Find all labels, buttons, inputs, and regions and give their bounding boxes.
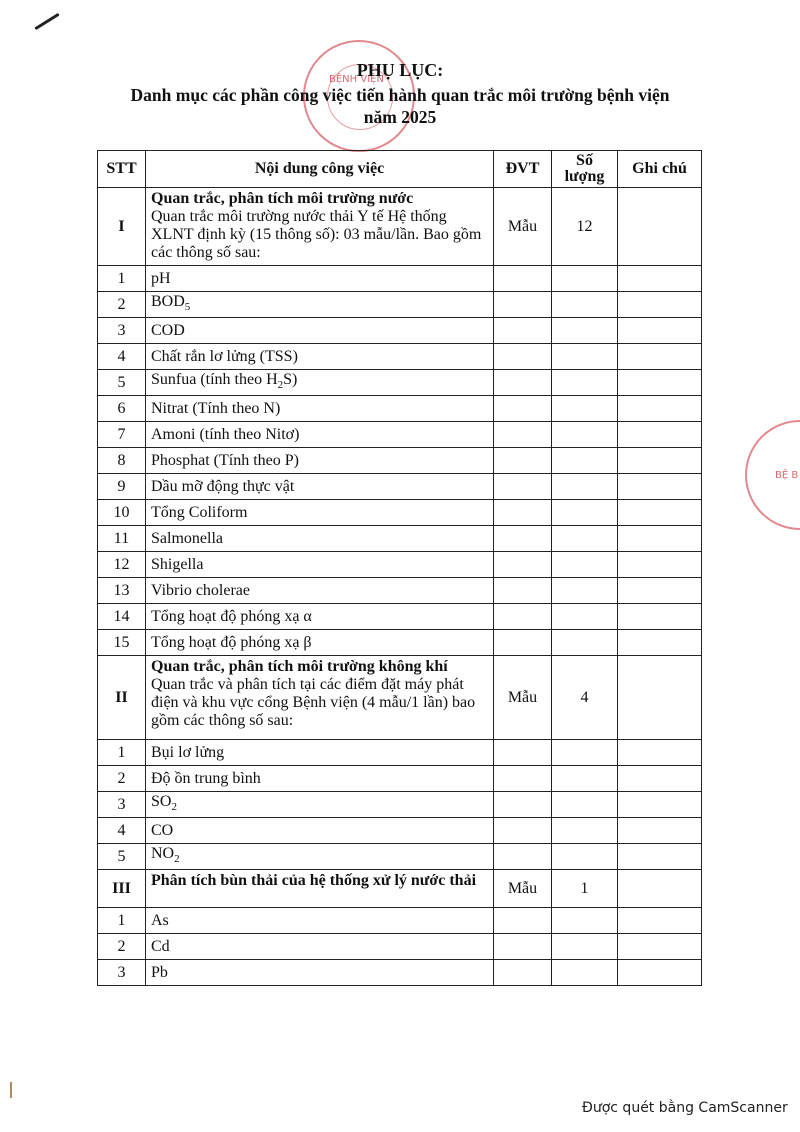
- item-unit: [494, 292, 552, 318]
- item-unit: [494, 500, 552, 526]
- subtitle-line-2: năm 2025: [363, 107, 437, 127]
- item-note: [618, 792, 702, 818]
- item-qty: [552, 500, 618, 526]
- item-name: Nitrat (Tính theo N): [151, 399, 281, 417]
- item-note: [618, 422, 702, 448]
- item-qty: [552, 844, 618, 870]
- item-unit: [494, 552, 552, 578]
- item-qty: [552, 422, 618, 448]
- item-name: Pb: [151, 963, 168, 981]
- section-content: [146, 188, 494, 266]
- item-number: 5: [98, 844, 146, 870]
- table-row: [98, 526, 702, 552]
- item-qty: [552, 934, 618, 960]
- item-number: 8: [98, 448, 146, 474]
- seal-partial-text: BỆ B: [775, 470, 799, 481]
- item-content: [146, 448, 494, 474]
- item-subscript: 2: [174, 853, 180, 866]
- section-title: Phân tích bùn thải của hệ thống xử lý nước thải: [151, 872, 477, 889]
- item-number: 12: [98, 552, 146, 578]
- item-name: As: [151, 911, 169, 929]
- item-subscript: 5: [184, 301, 191, 314]
- item-qty: [552, 266, 618, 292]
- section-note: [618, 870, 702, 908]
- section-unit: Mẫu: [494, 188, 552, 266]
- item-name: Tổng Coliform: [151, 503, 248, 521]
- item-qty: [552, 630, 618, 656]
- item-note: [618, 500, 702, 526]
- item-content: [146, 526, 494, 552]
- item-content: [146, 500, 494, 526]
- item-content: [146, 396, 494, 422]
- section-content: [146, 656, 494, 740]
- item-name: Sunfua (tính theo H: [151, 370, 278, 388]
- red-seal-stamp-partial: [745, 420, 800, 530]
- item-note: [618, 448, 702, 474]
- section-note: [618, 188, 702, 266]
- work-items-table: [97, 150, 702, 986]
- item-note: [618, 818, 702, 844]
- item-content: [146, 604, 494, 630]
- item-name: Tổng hoạt độ phóng xạ α: [151, 607, 312, 625]
- item-name: NO: [151, 844, 175, 862]
- item-name: Chất rắn lơ lửng (TSS): [151, 347, 298, 365]
- item-name: Shigella: [151, 555, 204, 573]
- item-note: [618, 318, 702, 344]
- item-note: [618, 908, 702, 934]
- item-qty: [552, 604, 618, 630]
- header-note: Ghi chú: [618, 151, 702, 188]
- item-content: [146, 370, 494, 396]
- table-row: [98, 960, 702, 986]
- item-number: 1: [98, 266, 146, 292]
- item-number: 2: [98, 934, 146, 960]
- table-row: [98, 318, 702, 344]
- section-unit: Mẫu: [494, 870, 552, 908]
- item-name: Dầu mỡ động thực vật: [151, 477, 295, 495]
- table-row: [98, 792, 702, 818]
- item-note: [618, 474, 702, 500]
- item-number: 3: [98, 792, 146, 818]
- item-unit: [494, 934, 552, 960]
- item-number: 1: [98, 740, 146, 766]
- item-note: [618, 844, 702, 870]
- item-qty: [552, 818, 618, 844]
- section-row: [98, 656, 702, 740]
- item-qty: [552, 526, 618, 552]
- section-row: [98, 870, 702, 908]
- page-subtitle: [0, 84, 800, 128]
- section-description: Quan trắc và phân tích tại các điểm đặt máy phát điện và khu vực cổng Bệnh viện (4 mẫu/1 lần) bao gồm các thông số sau:: [151, 676, 476, 729]
- item-name-suffix: S): [283, 370, 298, 388]
- item-subscript: 2: [171, 801, 177, 814]
- table-row: [98, 908, 702, 934]
- header-stt: STT: [98, 151, 146, 188]
- header-qty-line-2: lượng: [564, 168, 605, 185]
- item-note: [618, 370, 702, 396]
- item-name: Phosphat (Tính theo P): [151, 451, 299, 469]
- section-content: [146, 870, 494, 908]
- item-number: 14: [98, 604, 146, 630]
- item-note: [618, 766, 702, 792]
- item-qty: [552, 740, 618, 766]
- item-number: 13: [98, 578, 146, 604]
- section-number: III: [98, 870, 146, 908]
- item-content: [146, 740, 494, 766]
- item-note: [618, 526, 702, 552]
- item-note: [618, 578, 702, 604]
- item-name: Bụi lơ lửng: [151, 743, 225, 761]
- table-row: [98, 818, 702, 844]
- section-title: Quan trắc, phân tích môi trường không khí: [151, 658, 448, 675]
- item-number: 9: [98, 474, 146, 500]
- item-qty: [552, 578, 618, 604]
- section-qty: 1: [552, 870, 618, 908]
- item-note: [618, 934, 702, 960]
- item-note: [618, 740, 702, 766]
- item-unit: [494, 792, 552, 818]
- subtitle-line-1: Danh mục các phần công việc tiến hành quan trắc môi trường bệnh viện: [130, 85, 670, 105]
- item-unit: [494, 766, 552, 792]
- item-note: [618, 344, 702, 370]
- item-content: [146, 552, 494, 578]
- item-name: Độ ồn trung bình: [151, 769, 261, 787]
- table-body: [98, 188, 702, 986]
- item-number: 4: [98, 344, 146, 370]
- item-unit: [494, 318, 552, 344]
- header-unit: ĐVT: [494, 151, 552, 188]
- item-unit: [494, 630, 552, 656]
- section-row: [98, 188, 702, 266]
- item-unit: [494, 266, 552, 292]
- table-row: [98, 604, 702, 630]
- header-content: Nội dung công việc: [146, 151, 494, 188]
- item-name: COD: [151, 321, 185, 339]
- item-qty: [552, 766, 618, 792]
- item-content: [146, 578, 494, 604]
- item-unit: [494, 960, 552, 986]
- table-row: [98, 934, 702, 960]
- item-unit: [494, 908, 552, 934]
- item-content: [146, 908, 494, 934]
- table-row: [98, 578, 702, 604]
- item-number: 7: [98, 422, 146, 448]
- item-qty: [552, 448, 618, 474]
- item-unit: [494, 448, 552, 474]
- table-row: [98, 552, 702, 578]
- item-name: CO: [151, 821, 174, 839]
- item-content: [146, 318, 494, 344]
- item-note: [618, 292, 702, 318]
- item-number: 10: [98, 500, 146, 526]
- section-description: Quan trắc môi trường nước thải Y tế Hệ thống XLNT định kỳ (15 thông số): 03 mẫu/lần. Bao gồm các thông số sau:: [151, 208, 482, 261]
- item-qty: [552, 292, 618, 318]
- header-qty-line-1: Số: [576, 152, 593, 169]
- item-qty: [552, 474, 618, 500]
- item-content: [146, 792, 494, 818]
- table-row: [98, 448, 702, 474]
- table-row: [98, 740, 702, 766]
- section-number: II: [98, 656, 146, 740]
- item-qty: [552, 960, 618, 986]
- table-row: [98, 500, 702, 526]
- item-number: 2: [98, 292, 146, 318]
- section-qty: 4: [552, 656, 618, 740]
- item-qty: [552, 552, 618, 578]
- item-unit: [494, 370, 552, 396]
- section-number: I: [98, 188, 146, 266]
- item-unit: [494, 422, 552, 448]
- edge-mark: [10, 1082, 12, 1098]
- section-note: [618, 656, 702, 740]
- item-number: 4: [98, 818, 146, 844]
- item-note: [618, 630, 702, 656]
- table-row: [98, 266, 702, 292]
- item-note: [618, 552, 702, 578]
- item-qty: [552, 370, 618, 396]
- pen-mark: [34, 13, 59, 30]
- table-row: [98, 474, 702, 500]
- item-content: [146, 960, 494, 986]
- item-note: [618, 266, 702, 292]
- item-name: Tổng hoạt độ phóng xạ β: [151, 633, 312, 651]
- item-content: [146, 344, 494, 370]
- table-header-row: [98, 151, 702, 188]
- page-title: PHỤ LỤC:: [356, 60, 444, 80]
- item-number: 15: [98, 630, 146, 656]
- section-unit: Mẫu: [494, 656, 552, 740]
- item-content: [146, 844, 494, 870]
- table-row: [98, 292, 702, 318]
- table-row: [98, 766, 702, 792]
- item-name: BOD: [151, 292, 185, 310]
- item-unit: [494, 578, 552, 604]
- item-qty: [552, 792, 618, 818]
- item-unit: [494, 818, 552, 844]
- item-content: [146, 474, 494, 500]
- item-unit: [494, 474, 552, 500]
- section-title: Quan trắc, phân tích môi trường nước: [151, 190, 414, 207]
- item-number: 3: [98, 960, 146, 986]
- item-note: [618, 396, 702, 422]
- header-qty: [552, 151, 618, 188]
- item-number: 11: [98, 526, 146, 552]
- table-row: [98, 396, 702, 422]
- item-name: Cd: [151, 937, 170, 955]
- item-name: pH: [151, 269, 171, 287]
- item-unit: [494, 396, 552, 422]
- item-name: Salmonella: [151, 529, 223, 547]
- item-content: [146, 818, 494, 844]
- item-number: 1: [98, 908, 146, 934]
- item-unit: [494, 844, 552, 870]
- seal-text: BỆNH VIỆN: [329, 74, 384, 85]
- item-name: Vibrio cholerae: [151, 581, 250, 599]
- item-note: [618, 604, 702, 630]
- item-name: Amoni (tính theo Nitơ): [151, 425, 300, 443]
- table-row: [98, 630, 702, 656]
- item-qty: [552, 908, 618, 934]
- item-content: [146, 934, 494, 960]
- table-row: [98, 344, 702, 370]
- item-qty: [552, 344, 618, 370]
- item-unit: [494, 604, 552, 630]
- item-unit: [494, 526, 552, 552]
- item-content: [146, 630, 494, 656]
- item-qty: [552, 396, 618, 422]
- item-qty: [552, 318, 618, 344]
- item-note: [618, 960, 702, 986]
- item-number: 3: [98, 318, 146, 344]
- section-qty: 12: [552, 188, 618, 266]
- item-subscript: 2: [277, 379, 284, 392]
- item-content: [146, 422, 494, 448]
- item-unit: [494, 740, 552, 766]
- item-content: [146, 266, 494, 292]
- item-name: SO: [151, 792, 172, 810]
- item-number: 5: [98, 370, 146, 396]
- item-number: 6: [98, 396, 146, 422]
- table-row: [98, 422, 702, 448]
- table-row: [98, 370, 702, 396]
- item-content: [146, 292, 494, 318]
- item-number: 2: [98, 766, 146, 792]
- item-unit: [494, 344, 552, 370]
- table-row: [98, 844, 702, 870]
- scanner-footer: Được quét bằng CamScanner: [582, 1100, 788, 1116]
- item-content: [146, 766, 494, 792]
